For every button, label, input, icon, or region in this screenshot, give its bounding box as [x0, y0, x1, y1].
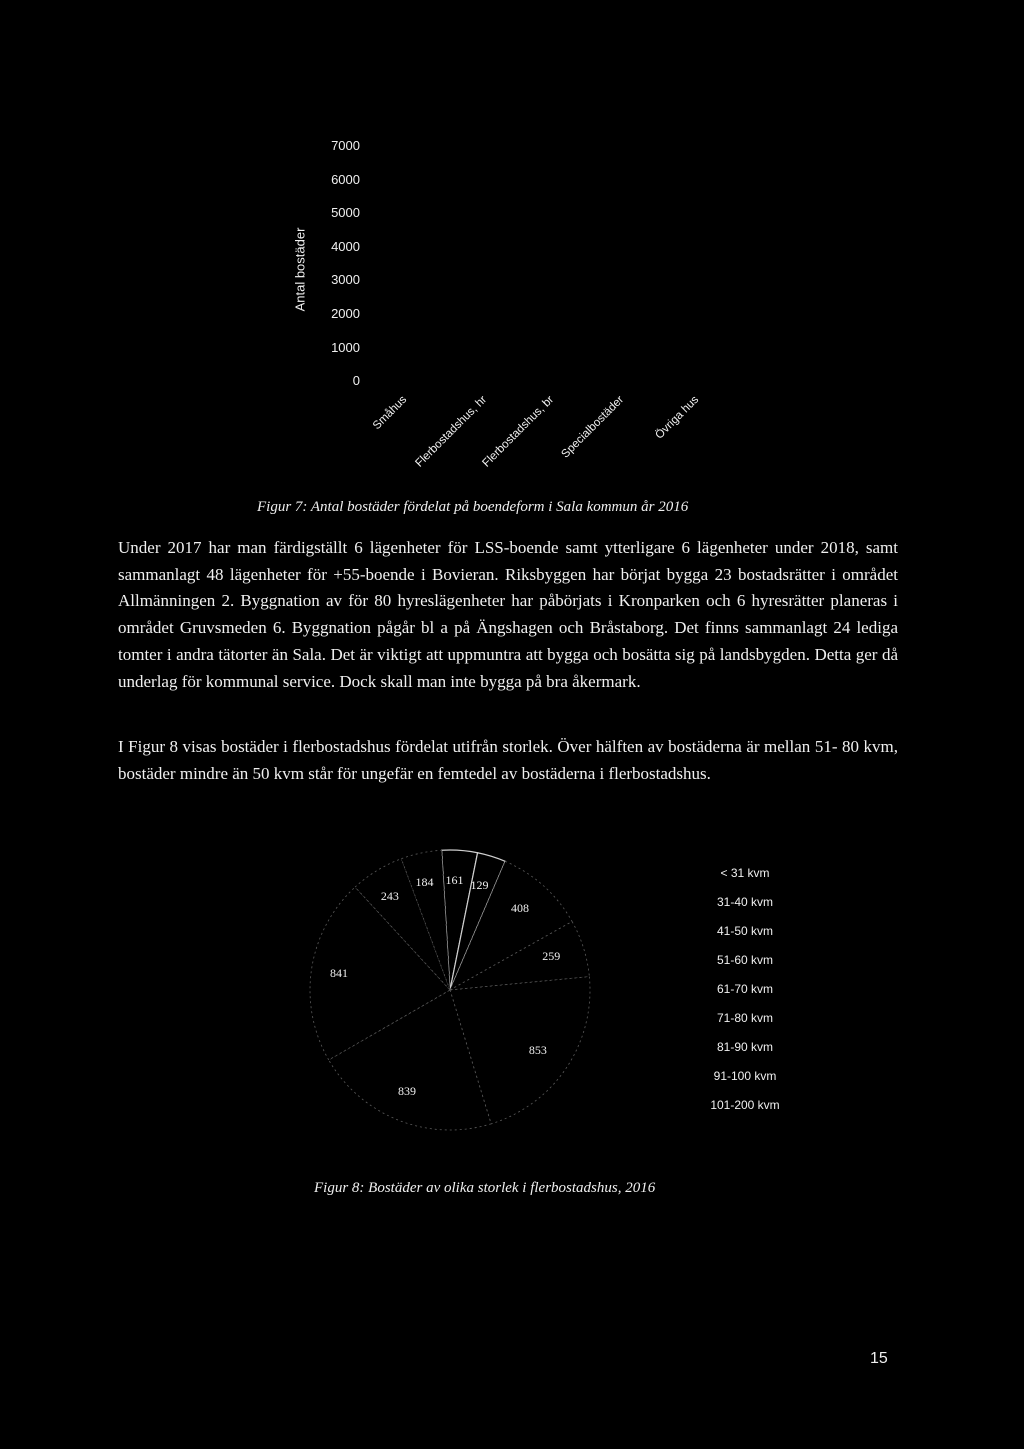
- pie-value-label: 161: [445, 873, 464, 888]
- pie-value-label: 129: [470, 877, 489, 892]
- y-tick-label: 5000: [331, 205, 360, 221]
- x-category-label: Övriga hus: [653, 393, 702, 442]
- legend-item: < 31 kvm: [720, 866, 770, 880]
- pie-value-label: 839: [398, 1083, 417, 1098]
- legend-item: 71-80 kvm: [716, 1011, 774, 1025]
- pie-value-label: 259: [542, 949, 561, 964]
- y-tick-label: 4000: [331, 238, 360, 254]
- y-tick-label: 2000: [331, 306, 360, 321]
- page-number: 15: [870, 1350, 888, 1367]
- y-axis-label: Antal bostäder: [292, 227, 308, 312]
- legend-item: 31-40 kvm: [716, 895, 774, 909]
- x-category-label: Flerbostadshus, hr: [413, 393, 490, 470]
- pie-value-label: 184: [415, 875, 434, 890]
- pie-value-label: 841: [330, 965, 349, 980]
- y-tick-label: 7000: [331, 138, 360, 153]
- pie-value-label: 243: [380, 888, 399, 903]
- pie-value-label: 408: [511, 900, 530, 915]
- x-category-label: Småhus: [370, 393, 410, 433]
- paragraph-2: I Figur 8 visas bostäder i flerbostadshus fördelat utifrån storlek. Över hälften av bostäderna är mellan 51- 80 kvm, bostäder mindre än 50 kvm står för ungefär en femtedel av bostäderna i flerbostadshus.: [118, 737, 898, 783]
- paragraph-1: Under 2017 har man färdigställt 6 lägenheter för LSS-boende samt ytterligare 6 lägenheter under 2018, samt sammanlagt 48 lägenheter för +55-boende i Bovieran. Riksbyggen har börjat bygga 23 bostadsrätter i området Allmänningen 2. Byggnation av för 80 hyreslägenheter har påbörjats i Kronparken och 6 hyresrätter planeras i området Gruvsmeden 6. Byggnation pågår bl a på Ängshagen och Bråstaborg. Det finns sammanlagt 24 lediga tomter i andra tätorter än Sala. Det är viktigt att uppmuntra att bygga och bosätta sig på landsbygden. Detta ger då underlag för kommunal service. Dock skall man inte bygga på bra åkermark.: [118, 538, 898, 691]
- y-tick-label: 0: [352, 373, 360, 389]
- legend-item: 51-60 kvm: [716, 953, 774, 967]
- legend-item: 91-100 kvm: [713, 1069, 777, 1083]
- legend-item: 41-50 kvm: [716, 924, 774, 938]
- figure7-caption: Figur 7: Antal bostäder fördelat på boendeform i Sala kommun år 2016: [257, 499, 689, 515]
- y-tick-label: 6000: [331, 171, 360, 187]
- figure8-caption: Figur 8: Bostäder av olika storlek i flerbostadshus, 2016: [314, 1180, 656, 1196]
- legend-item: 81-90 kvm: [716, 1040, 774, 1054]
- legend-item: 101-200 kvm: [710, 1098, 780, 1112]
- x-category-label: Flerbostadshus, br: [480, 393, 557, 470]
- pie-value-label: 853: [528, 1042, 547, 1057]
- x-category-label: Specialbostäder: [559, 393, 627, 461]
- y-tick-label: 3000: [331, 272, 360, 288]
- y-tick-label: 1000: [331, 339, 360, 355]
- legend-item: 61-70 kvm: [716, 982, 774, 996]
